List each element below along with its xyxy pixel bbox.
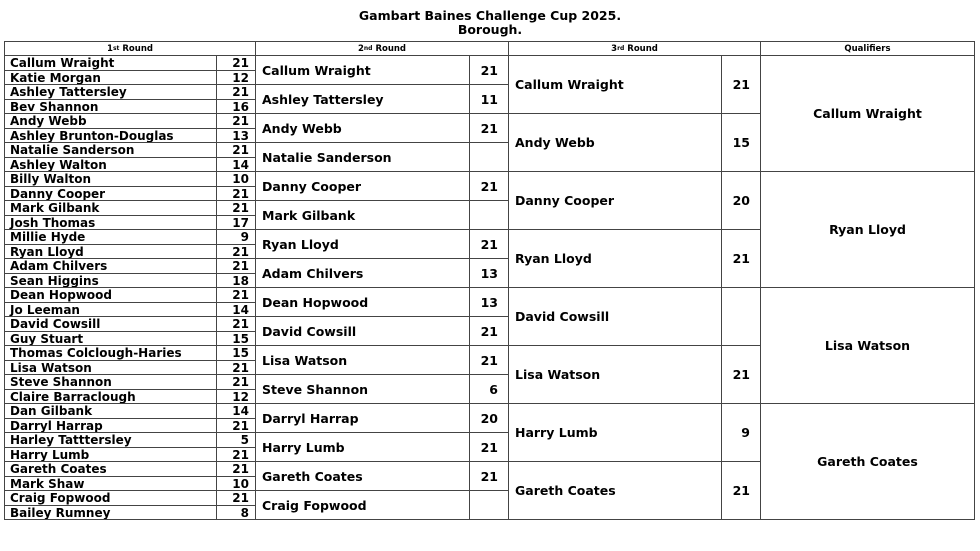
header-round-2 (255, 41, 509, 56)
qualifier-name: Ryan Lloyd (760, 171, 975, 288)
round-1-player-name: Thomas Colclough-Haries (4, 345, 217, 361)
round-1-player-score: 21 (216, 55, 256, 71)
header-round-3-rest: Round (624, 43, 658, 54)
round-2-player-name: Lisa Watson (255, 345, 470, 375)
round-1-player-score: 21 (216, 490, 256, 506)
round-1-player-score: 21 (216, 287, 256, 303)
round-1-player-name: Callum Wraight (4, 55, 217, 71)
qualifier-name: Lisa Watson (760, 287, 975, 404)
round-1-player-score: 21 (216, 316, 256, 332)
round-3-player-name: Ryan Lloyd (508, 229, 722, 288)
round-2-player-score: 21 (469, 55, 509, 85)
page-title: Gambart Baines Challenge Cup 2025. (358, 8, 622, 23)
round-1-player-name: Natalie Sanderson (4, 142, 217, 158)
round-3-player-score: 21 (721, 461, 761, 520)
round-3-player-score: 21 (721, 229, 761, 288)
round-2-player-score: 21 (469, 113, 509, 143)
round-1-player-score: 21 (216, 244, 256, 259)
round-1-player-name: Millie Hyde (4, 229, 217, 245)
round-1-player-name: Bev Shannon (4, 99, 217, 114)
round-2-player-score: 13 (469, 287, 509, 317)
round-3-player-name: Andy Webb (508, 113, 722, 172)
round-1-player-score: 10 (216, 171, 256, 187)
round-1-player-name: Harley Tatttersley (4, 432, 217, 448)
header-round-2-sup: nd (363, 45, 373, 52)
round-2-player-score: 20 (469, 403, 509, 433)
round-1-player-name: Mark Shaw (4, 476, 217, 491)
round-2-player-name: Andy Webb (255, 113, 470, 143)
round-1-player-name: Mark Gilbank (4, 200, 217, 216)
round-2-player-score: 21 (469, 461, 509, 491)
round-2-player-name: Gareth Coates (255, 461, 470, 491)
round-3-player-name: David Cowsill (508, 287, 722, 346)
round-2-player-name: Ryan Lloyd (255, 229, 470, 259)
draw-table (4, 41, 974, 519)
round-1-player-name: Darryl Harrap (4, 418, 217, 433)
round-1-player-score: 21 (216, 142, 256, 158)
round-1-player-score: 21 (216, 200, 256, 216)
round-2-player-score: 21 (469, 345, 509, 375)
round-2-player-name: Craig Fopwood (255, 490, 470, 520)
round-3-player-score (721, 287, 761, 346)
header-round-2-rest: Round (372, 43, 407, 54)
round-1-player-name: Craig Fopwood (4, 490, 217, 506)
round-1-player-score: 12 (216, 70, 256, 85)
round-3-player-score: 21 (721, 55, 761, 114)
round-3-player-score: 15 (721, 113, 761, 172)
header-round-3 (508, 41, 761, 56)
round-1-player-name: Jo Leeman (4, 302, 217, 317)
round-2-player-score: 21 (469, 171, 509, 201)
qualifier-name: Callum Wraight (760, 55, 975, 172)
header-round-1-rest: Round (119, 43, 153, 54)
page-subtitle: Borough. (457, 22, 523, 37)
round-1-player-name: Billy Walton (4, 171, 217, 187)
round-1-player-score: 13 (216, 128, 256, 143)
header-qualifiers: Qualifiers (760, 41, 975, 56)
round-1-player-score: 8 (216, 505, 256, 520)
round-2-player-score (469, 200, 509, 230)
round-1-player-score: 21 (216, 186, 256, 201)
round-2-player-name: Adam Chilvers (255, 258, 470, 288)
round-3-player-score: 21 (721, 345, 761, 404)
round-1-player-score: 10 (216, 476, 256, 491)
round-3-player-name: Danny Cooper (508, 171, 722, 230)
round-1-player-score: 21 (216, 447, 256, 462)
round-2-player-name: Dean Hopwood (255, 287, 470, 317)
round-2-player-score: 6 (469, 374, 509, 404)
round-1-player-name: Ryan Lloyd (4, 244, 217, 259)
round-1-player-name: Sean Higgins (4, 273, 217, 288)
round-1-player-score: 17 (216, 215, 256, 230)
round-1-player-score: 18 (216, 273, 256, 288)
round-1-player-name: Ashley Brunton-Douglas (4, 128, 217, 143)
header-round-2-num: 2 (357, 43, 364, 54)
round-1-player-score: 15 (216, 345, 256, 361)
qualifier-name: Gareth Coates (760, 403, 975, 520)
round-3-player-name: Gareth Coates (508, 461, 722, 520)
header-round-1 (4, 41, 256, 56)
round-1-player-name: Katie Morgan (4, 70, 217, 85)
round-1-player-name: Dan Gilbank (4, 403, 217, 419)
round-1-player-name: Bailey Rumney (4, 505, 217, 520)
round-2-player-name: Natalie Sanderson (255, 142, 470, 172)
round-1-player-score: 5 (216, 432, 256, 448)
round-1-player-name: Danny Cooper (4, 186, 217, 201)
round-1-player-name: Guy Stuart (4, 331, 217, 346)
round-1-player-name: Harry Lumb (4, 447, 217, 462)
round-2-player-score: 21 (469, 316, 509, 346)
round-1-player-score: 9 (216, 229, 256, 245)
round-3-player-score: 20 (721, 171, 761, 230)
round-1-player-name: Ashley Tattersley (4, 84, 217, 100)
round-1-player-score: 21 (216, 360, 256, 375)
round-2-player-score (469, 490, 509, 520)
header-round-1-sup: st (112, 45, 120, 52)
round-1-player-score: 14 (216, 403, 256, 419)
round-3-player-name: Lisa Watson (508, 345, 722, 404)
round-1-player-name: Claire Barraclough (4, 389, 217, 404)
round-3-player-name: Harry Lumb (508, 403, 722, 462)
header-round-3-num: 3 (611, 43, 618, 54)
round-1-player-score: 16 (216, 99, 256, 114)
round-2-player-name: Danny Cooper (255, 171, 470, 201)
round-3-player-score: 9 (721, 403, 761, 462)
round-1-player-name: Josh Thomas (4, 215, 217, 230)
round-1-player-score: 21 (216, 258, 256, 274)
round-1-player-score: 21 (216, 461, 256, 477)
round-3-player-name: Callum Wraight (508, 55, 722, 114)
round-1-player-score: 12 (216, 389, 256, 404)
round-1-player-score: 21 (216, 113, 256, 129)
round-2-player-name: David Cowsill (255, 316, 470, 346)
round-1-player-name: Andy Webb (4, 113, 217, 129)
round-1-player-name: Ashley Walton (4, 157, 217, 172)
round-2-player-score: 21 (469, 229, 509, 259)
round-1-player-name: Lisa Watson (4, 360, 217, 375)
round-1-player-name: Steve Shannon (4, 374, 217, 390)
round-2-player-name: Harry Lumb (255, 432, 470, 462)
round-1-player-name: Gareth Coates (4, 461, 217, 477)
round-2-player-name: Darryl Harrap (255, 403, 470, 433)
round-1-player-score: 21 (216, 84, 256, 100)
round-2-player-score: 13 (469, 258, 509, 288)
round-2-player-name: Ashley Tattersley (255, 84, 470, 114)
round-2-player-score: 11 (469, 84, 509, 114)
round-1-player-name: Adam Chilvers (4, 258, 217, 274)
round-1-player-score: 14 (216, 302, 256, 317)
round-1-player-score: 21 (216, 418, 256, 433)
header-round-3-sup: rd (617, 45, 625, 52)
round-1-player-name: David Cowsill (4, 316, 217, 332)
round-2-player-name: Callum Wraight (255, 55, 470, 85)
round-2-player-score (469, 142, 509, 172)
round-2-player-score: 21 (469, 432, 509, 462)
round-2-player-name: Steve Shannon (255, 374, 470, 404)
round-1-player-score: 15 (216, 331, 256, 346)
round-2-player-name: Mark Gilbank (255, 200, 470, 230)
header-round-1-num: 1 (107, 43, 113, 54)
round-1-player-score: 21 (216, 374, 256, 390)
round-1-player-name: Dean Hopwood (4, 287, 217, 303)
round-1-player-score: 14 (216, 157, 256, 172)
